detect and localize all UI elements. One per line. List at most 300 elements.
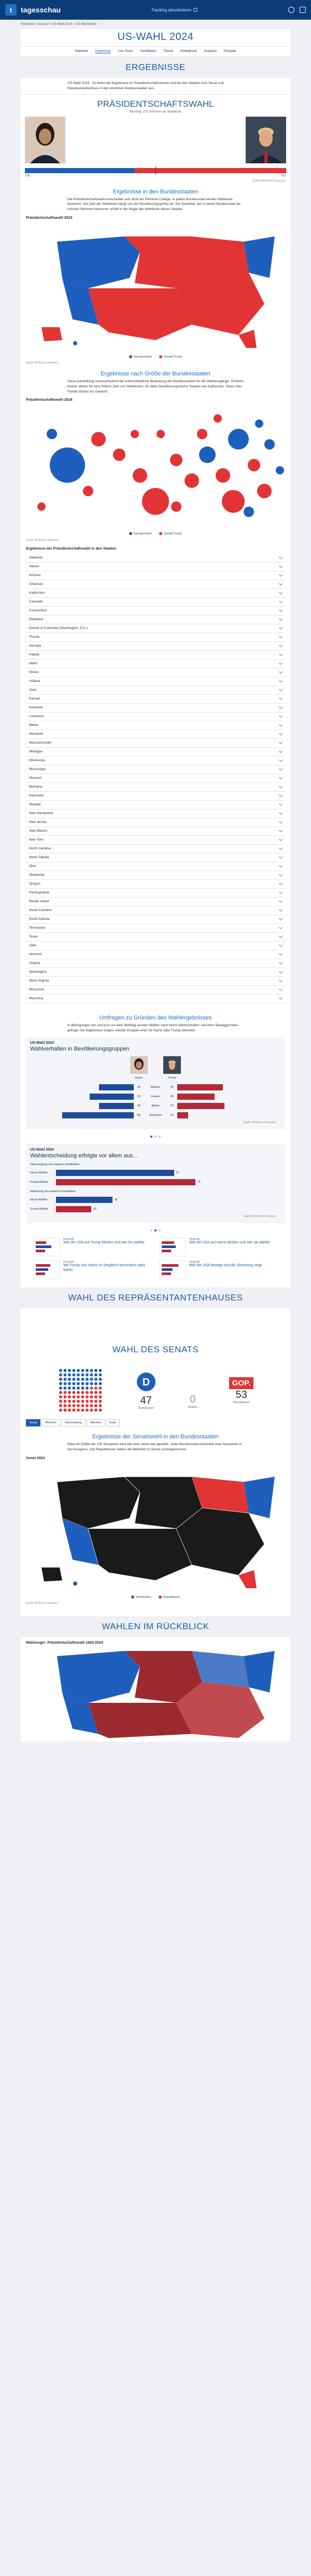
chevron-down-icon xyxy=(279,679,282,682)
map-alaska[interactable] xyxy=(41,327,62,341)
state-accordion-row[interactable] xyxy=(26,950,285,959)
seat-dot xyxy=(90,1378,93,1381)
seat-dot xyxy=(98,1382,102,1385)
state-name: Texas xyxy=(29,935,38,939)
trump-share-bar xyxy=(177,1112,188,1118)
state-name: New Jersey xyxy=(29,820,47,824)
state-bubble[interactable] xyxy=(197,429,207,439)
seat-dot xyxy=(86,1400,89,1403)
state-name: New Mexico xyxy=(29,829,48,833)
state-bubble[interactable] xyxy=(276,466,284,474)
seat-dot xyxy=(81,1378,84,1381)
site-logo[interactable]: tagesschau xyxy=(21,6,61,14)
senate-tab[interactable]: Sitzverteilung xyxy=(61,1419,86,1426)
chevron-down-icon xyxy=(279,723,282,726)
groups-source: Quelle: AP/Edison Research xyxy=(243,1121,276,1125)
other-seats: 0 xyxy=(190,1393,196,1405)
carousel-dots[interactable] xyxy=(21,1133,290,1140)
rep-seats-label: Republikaner xyxy=(233,1401,250,1405)
harris-label: Harris xyxy=(135,1076,143,1080)
history-label: Wahlsieger: Präsidentschaftswahl 1992-2024 xyxy=(26,1641,103,1645)
chevron-down-icon xyxy=(279,793,282,797)
trump-label: Trump xyxy=(168,1076,176,1080)
senate-legend-rep: Republikaner xyxy=(159,1595,180,1599)
state-name: Wisconsin xyxy=(29,988,45,992)
senate-tab[interactable]: Wechsel xyxy=(87,1419,105,1426)
voter-group: Trump-Wähler xyxy=(30,1181,48,1184)
group-row xyxy=(30,1111,281,1120)
motivation-row xyxy=(30,1178,281,1187)
cartogram-legend-trump: Donald Trump xyxy=(159,532,182,535)
state-accordion-row[interactable] xyxy=(26,571,285,580)
state-bubble[interactable] xyxy=(142,488,169,515)
state-accordion-row[interactable] xyxy=(26,915,285,924)
seat-dot xyxy=(86,1409,89,1412)
state-accordion-row[interactable] xyxy=(26,757,285,765)
state-accordion-row[interactable] xyxy=(26,818,285,827)
state-name: Vermont xyxy=(29,953,42,957)
motivation-card xyxy=(26,1144,285,1223)
trump-share: 45 xyxy=(170,1095,174,1099)
state-name: Kansas xyxy=(29,697,40,701)
chevron-down-icon xyxy=(279,802,282,806)
chevron-down-icon xyxy=(279,749,282,753)
trump-avatar-icon xyxy=(163,1056,181,1074)
senate-section-title: Ergebnisse der Senatswahl in den Bundesstaaten xyxy=(92,1434,219,1440)
legend-trump: Donald Trump xyxy=(159,355,182,358)
seat-dot xyxy=(63,1400,66,1403)
state-name: Arkansas xyxy=(29,582,44,586)
senate-map[interactable] xyxy=(21,1461,290,1591)
nav-tab[interactable]: Analysen xyxy=(204,50,217,53)
seat-dot xyxy=(68,1404,71,1407)
candidates xyxy=(21,114,290,168)
seat-dot xyxy=(68,1387,71,1390)
seat-dot xyxy=(98,1378,102,1381)
seat-dot xyxy=(77,1378,80,1381)
seat-dot xyxy=(59,1395,62,1398)
group-row xyxy=(30,1101,281,1111)
seat-dot xyxy=(98,1400,102,1403)
seat-dot xyxy=(77,1391,80,1394)
state-accordion-row[interactable] xyxy=(26,695,285,704)
teaser-thumbnail xyxy=(33,1238,60,1256)
seat-dot xyxy=(90,1382,93,1385)
state-bubble[interactable] xyxy=(83,486,93,496)
map-hawaii[interactable] xyxy=(73,341,77,345)
seat-dot xyxy=(72,1395,75,1398)
state-accordion-row[interactable] xyxy=(26,889,285,898)
house-band: WAHL DES REPRÄSENTANTENHAUSES xyxy=(21,1287,290,1308)
state-bubble[interactable] xyxy=(185,473,199,488)
state-accordion-row[interactable] xyxy=(26,933,285,942)
exit-polls-body: In Befragungen am und kurz vor dem Wahltag wurden Wähler nach ihrem Wahlverhalten und ihren Beweggründen gefragt. Die Ergebnisse zeigen, welche Gruppen eher für Harris oder Trump stimmten. xyxy=(67,1023,238,1032)
state-accordion-row[interactable] xyxy=(26,668,285,677)
seat-dot xyxy=(68,1374,71,1377)
seat-dot xyxy=(72,1374,75,1377)
state-name: Georgia xyxy=(29,644,41,648)
states-section-body: Die Präsidentschaftswahl entscheidet sich nicht am Electoral College: In jedem Bundesstaat werden Wahlleute bestimmt. Die Zahl der Wahlleute hängt von der Bevölkerungsgröße ab. Der Kandidat, der in einem Bundesstaat die meisten Stimmen bekommt, erhält in der Regel alle Wahlleute dieses Staates. xyxy=(67,197,241,211)
state-bubble[interactable] xyxy=(131,430,139,438)
state-name: Nebraska xyxy=(29,794,44,798)
state-accordion-row[interactable] xyxy=(26,651,285,660)
state-accordion-row[interactable] xyxy=(26,580,285,589)
state-name: Missouri xyxy=(29,776,42,780)
history-band: WAHLEN IM RÜCKBLICK xyxy=(21,1616,290,1637)
state-accordion-row[interactable] xyxy=(26,995,285,1003)
senate-tab[interactable]: Mehrheit xyxy=(41,1419,60,1426)
senate-tab[interactable]: Senat xyxy=(26,1419,40,1426)
teaser-card[interactable] xyxy=(159,1261,278,1279)
state-name: New Hampshire xyxy=(29,811,53,816)
state-name: South Dakota xyxy=(29,917,50,921)
state-accordion-row[interactable] xyxy=(26,589,285,598)
state-accordion-row[interactable] xyxy=(26,554,285,563)
map-west-region[interactable] xyxy=(57,236,140,288)
search-icon[interactable] xyxy=(288,7,294,13)
state-accordion-row[interactable] xyxy=(26,801,285,809)
state-accordion-row[interactable] xyxy=(26,871,285,880)
map-south-region[interactable] xyxy=(88,288,192,340)
seat-dot xyxy=(98,1369,102,1372)
chevron-down-icon xyxy=(279,705,282,709)
state-name: Kalifornien xyxy=(29,591,45,595)
seat-dot xyxy=(77,1409,80,1412)
seat-dot xyxy=(72,1382,75,1385)
us-results-map[interactable] xyxy=(21,221,290,351)
state-accordion-row[interactable] xyxy=(26,783,285,792)
nav-tab[interactable]: Kandidaten xyxy=(140,50,157,53)
trump-votes: 312 xyxy=(280,174,286,177)
seat-dot xyxy=(98,1404,102,1407)
chevron-down-icon xyxy=(279,846,282,850)
history-map[interactable] xyxy=(21,1646,290,1739)
state-name: Iowa xyxy=(29,688,36,692)
group-row xyxy=(30,1083,281,1092)
teaser-thumbnail xyxy=(159,1238,186,1256)
seat-dot xyxy=(81,1391,84,1394)
teaser-title: Wie die USA bewegt sind die Stimmung zeigt xyxy=(189,1264,262,1268)
state-name: Illinois xyxy=(29,670,39,675)
motivation-bar xyxy=(56,1179,195,1185)
state-bubble[interactable] xyxy=(170,454,182,466)
state-accordion-row[interactable] xyxy=(26,598,285,607)
state-bubble[interactable] xyxy=(199,446,216,463)
trump-share-bar xyxy=(177,1084,223,1090)
chevron-down-icon xyxy=(279,987,282,991)
senate-band: WAHL DES SENATS xyxy=(21,1339,290,1360)
seat-dot xyxy=(86,1391,89,1394)
teaser-card[interactable] xyxy=(33,1238,152,1256)
state-accordion-row[interactable] xyxy=(26,615,285,624)
state-accordion-row[interactable] xyxy=(26,748,285,757)
seat-dot xyxy=(63,1374,66,1377)
state-accordion-row[interactable] xyxy=(26,712,285,721)
map-florida[interactable] xyxy=(238,330,257,348)
us-cartogram[interactable] xyxy=(21,403,290,527)
teaser-kicker: Infografik xyxy=(189,1238,200,1241)
state-name: Washington xyxy=(29,970,47,974)
source-note: Quelle: AP/Edison Research xyxy=(252,179,285,183)
chevron-down-icon xyxy=(279,591,282,594)
teaser-title: Wie die USA auf Trump blicken und wer ihn wählte xyxy=(63,1241,145,1245)
harris-share-bar xyxy=(90,1094,134,1100)
state-accordion-row[interactable] xyxy=(26,809,285,818)
seat-dot xyxy=(77,1374,80,1377)
state-bubble[interactable] xyxy=(257,484,272,498)
chevron-down-icon xyxy=(279,714,282,718)
state-accordion-row[interactable] xyxy=(26,704,285,712)
state-bubble[interactable] xyxy=(222,490,245,513)
harris-votes: 226 xyxy=(25,174,31,177)
state-name: Connecticut xyxy=(29,609,47,613)
state-bubble[interactable] xyxy=(264,439,275,450)
seat-dot xyxy=(98,1391,102,1394)
harris-share: 53 xyxy=(137,1095,141,1099)
motivation-kicker: US-Wahl 2024 xyxy=(30,1148,54,1152)
state-accordion-row[interactable] xyxy=(26,765,285,774)
seat-dot xyxy=(72,1400,75,1403)
seat-dot xyxy=(81,1382,84,1385)
legend-harris: Kamala Harris xyxy=(129,355,152,358)
cartogram-legend-harris: Kamala Harris xyxy=(129,532,152,535)
cartogram-title: Ergebnisse nach Größe der Bundesstaaten xyxy=(101,371,210,377)
chevron-down-icon xyxy=(279,582,282,585)
state-name: Nevada xyxy=(29,803,41,807)
state-accordion-row[interactable] xyxy=(26,880,285,889)
chevron-down-icon xyxy=(279,978,282,982)
senate-section-body: Etwa ein Drittel der 100 Senatoren wird alle zwei Jahre neu gewählt. Jeder Bundesstaat entsendet zwei Senatoren in den Kongress. Die Republikaner haben die Mehrheit im Senat zurückgewonnen. xyxy=(67,1443,242,1452)
seat-dot xyxy=(98,1395,102,1398)
state-accordion-row[interactable] xyxy=(26,730,285,739)
seat-dot xyxy=(59,1409,62,1412)
state-bubble[interactable] xyxy=(214,414,222,423)
nav-tab[interactable]: Ergebnisse xyxy=(95,50,111,53)
state-accordion-row[interactable] xyxy=(26,677,285,686)
state-accordion-row[interactable] xyxy=(26,633,285,642)
seat-dot xyxy=(81,1404,84,1407)
menu-icon[interactable] xyxy=(300,7,306,13)
state-accordion-row[interactable] xyxy=(26,660,285,668)
state-name: West Virginia xyxy=(29,979,49,983)
teaser-card[interactable] xyxy=(33,1261,152,1279)
voter-group: Harris-Wähler xyxy=(30,1198,48,1202)
state-accordion-row[interactable] xyxy=(26,836,285,845)
teaser-card[interactable] xyxy=(159,1238,278,1256)
seat-dot xyxy=(94,1369,97,1372)
state-bubble[interactable] xyxy=(37,502,46,511)
motivation-value: 20 xyxy=(93,1208,97,1211)
teaser-kicker: Infografik xyxy=(63,1238,74,1241)
dem-seats: 47 xyxy=(140,1395,152,1407)
seat-dot xyxy=(68,1409,71,1412)
intro-text: US-Wahl 2024 - So fielen die Ergebnisse im Präsidentschaftsrennen und bei den Wahlen zum Senat und Repräsentantenhaus in den einzelnen Bundesstaaten aus. xyxy=(67,81,224,90)
state-accordion-row[interactable] xyxy=(26,563,285,571)
state-accordion-row[interactable] xyxy=(26,686,285,695)
harris-share-bar xyxy=(62,1112,134,1118)
state-name: Hawaii xyxy=(29,653,39,657)
nav-tab[interactable]: Startseite xyxy=(75,50,88,53)
state-accordion-row[interactable] xyxy=(26,862,285,871)
state-name: Montana xyxy=(29,785,43,789)
state-bubble[interactable] xyxy=(248,459,260,471)
trump-share: 13 xyxy=(170,1114,174,1117)
state-bubble[interactable] xyxy=(171,501,181,512)
state-name: Michigan xyxy=(29,750,43,754)
state-accordion-row[interactable] xyxy=(26,642,285,651)
state-bubble[interactable] xyxy=(244,507,254,517)
state-accordion-row[interactable] xyxy=(26,924,285,933)
nav-tab[interactable]: Kompakt xyxy=(223,50,236,53)
seat-dot xyxy=(98,1374,102,1377)
state-accordion-row[interactable] xyxy=(26,959,285,968)
seat-dot xyxy=(90,1374,93,1377)
harris-share-bar xyxy=(99,1084,134,1090)
seat-dot xyxy=(59,1387,62,1390)
state-accordion-row[interactable] xyxy=(26,942,285,950)
state-accordion-row[interactable] xyxy=(26,721,285,730)
state-name: Rhode Island xyxy=(29,900,49,904)
seat-dot xyxy=(94,1395,97,1398)
state-name: North Carolina xyxy=(29,847,51,851)
state-name: Kentucky xyxy=(29,706,43,710)
chevron-down-icon xyxy=(279,767,282,771)
seat-dot xyxy=(94,1409,97,1412)
state-bubble[interactable] xyxy=(47,429,57,439)
seat-dot xyxy=(59,1382,62,1385)
state-accordion-row[interactable] xyxy=(26,607,285,615)
seat-dot xyxy=(94,1382,97,1385)
state-bubble[interactable] xyxy=(91,432,106,446)
seat-dot xyxy=(68,1400,71,1403)
groups-title: Wahlverhalten in Bevölkerungsgruppen xyxy=(30,1046,130,1053)
seat-dot xyxy=(98,1387,102,1390)
chevron-down-icon xyxy=(279,829,282,832)
cartogram-label: Präsidentschaftswahl 2024 xyxy=(26,398,73,402)
seat-dot xyxy=(90,1404,93,1407)
state-bubble[interactable] xyxy=(133,468,147,483)
group-label: Weiße xyxy=(151,1104,160,1108)
state-name: District of Columbia (Washington, D.C.) xyxy=(29,626,88,631)
chevron-down-icon xyxy=(279,881,282,885)
chevron-down-icon xyxy=(279,943,282,947)
harris-share: 42 xyxy=(137,1086,141,1089)
state-accordion-row[interactable] xyxy=(26,906,285,915)
state-bubble[interactable] xyxy=(157,430,165,438)
state-name: Oregon xyxy=(29,882,40,886)
chevron-down-icon xyxy=(279,934,282,938)
seat-dot xyxy=(86,1404,89,1407)
state-accordion-row[interactable] xyxy=(26,774,285,783)
senate-summary xyxy=(21,1360,290,1417)
state-accordion-row[interactable] xyxy=(26,792,285,801)
seat-dot xyxy=(81,1374,84,1377)
president-subtitle: Benötigt: 270 Stimmen der Wahlleute xyxy=(130,110,181,114)
state-name: Alaska xyxy=(29,565,39,569)
state-accordion-row[interactable] xyxy=(26,977,285,986)
carousel-dots-2[interactable] xyxy=(21,1227,290,1234)
state-bubble[interactable] xyxy=(255,419,263,428)
seat-dot xyxy=(72,1378,75,1381)
state-name: Virginia xyxy=(29,961,40,965)
state-accordion-row[interactable] xyxy=(26,853,285,862)
chevron-down-icon xyxy=(279,855,282,859)
nav-tab[interactable]: Thema xyxy=(163,50,173,53)
chevron-down-icon xyxy=(279,599,282,603)
groups-kicker: US-Wahl 2024 xyxy=(30,1041,54,1045)
state-accordion-row[interactable] xyxy=(26,845,285,853)
seat-dot xyxy=(72,1369,75,1372)
group-label: Schwarze xyxy=(149,1114,162,1117)
chevron-down-icon xyxy=(279,811,282,815)
state-bubble[interactable] xyxy=(228,429,249,450)
senate-tab[interactable]: Karte xyxy=(106,1419,120,1426)
trump-share-bar xyxy=(177,1094,215,1100)
harris-portrait-icon xyxy=(25,117,65,163)
harris-avatar-icon xyxy=(130,1056,148,1074)
seat-dot xyxy=(63,1378,66,1381)
tracking-toggle[interactable] xyxy=(151,8,198,12)
chevron-down-icon xyxy=(279,573,282,577)
main-content xyxy=(21,29,290,1742)
seat-dot xyxy=(63,1369,66,1372)
state-bubble[interactable] xyxy=(113,449,125,461)
motivation-source: Quelle: AP/Edison Research xyxy=(243,1215,276,1219)
chevron-down-icon xyxy=(279,696,282,700)
seat-dot xyxy=(68,1391,71,1394)
nav-tab[interactable]: Live-Ticker xyxy=(118,50,133,53)
harris-share: 42 xyxy=(137,1104,141,1108)
map-source: Quelle: AP/Edison Research xyxy=(26,361,59,365)
teaser-kicker: Infografik xyxy=(63,1261,74,1264)
senate-map-label: Senat 2024 xyxy=(26,1456,45,1460)
tagesschau-logo-icon[interactable]: t xyxy=(5,4,17,16)
seat-dot xyxy=(59,1400,62,1403)
chevron-down-icon xyxy=(279,908,282,912)
seat-dot xyxy=(77,1395,80,1398)
seat-dot xyxy=(86,1387,89,1390)
state-accordion-row[interactable] xyxy=(26,898,285,906)
states-list-label: Ergebnisse der Präsidentschaftswahl in den Staaten xyxy=(26,547,117,551)
democrats-logo-icon xyxy=(136,1371,157,1392)
seat-dot xyxy=(94,1378,97,1381)
voter-group: Trump-Wähler xyxy=(30,1208,48,1211)
state-accordion-row[interactable] xyxy=(26,739,285,748)
state-name: Utah xyxy=(29,944,36,948)
president-title: PRÄSIDENTSCHAFTSWAHL xyxy=(21,94,290,110)
nav-tab[interactable]: Hintergrund xyxy=(180,50,197,53)
seat-dot xyxy=(94,1400,97,1403)
state-bubble[interactable] xyxy=(50,447,85,483)
state-accordion-row[interactable] xyxy=(26,624,285,633)
state-accordion-row[interactable] xyxy=(26,827,285,836)
state-accordion-row[interactable] xyxy=(26,968,285,977)
chevron-down-icon xyxy=(279,555,282,559)
rep-seats: 53 xyxy=(235,1389,247,1401)
state-accordion-row[interactable] xyxy=(26,986,285,995)
state-name: Mississippi xyxy=(29,767,46,772)
state-bubble[interactable] xyxy=(216,468,230,483)
cartogram-body: Diese Darstellung veranschaulicht die unterschiedliche Bedeutung der Bundesstaaten für die Wahlausgänge. Größere Kreise stehen für eine höhere Zahl von Wahlleuten. So fallen bevölkerungsreiche Staaten wie Kalifornien, Texas oder Florida stärker ins Gewicht. xyxy=(67,380,244,394)
seat-dot xyxy=(77,1382,80,1385)
breadcrumb[interactable]: Startseite > Ausland > US-Wahl 2024 > US-Wahlkarten xyxy=(21,23,97,26)
seat-dot xyxy=(86,1382,89,1385)
chevron-down-icon xyxy=(279,961,282,964)
seat-dot xyxy=(59,1391,62,1394)
section-nav xyxy=(21,46,290,57)
seat-dot xyxy=(90,1395,93,1398)
harris-share: 86 xyxy=(137,1114,141,1117)
